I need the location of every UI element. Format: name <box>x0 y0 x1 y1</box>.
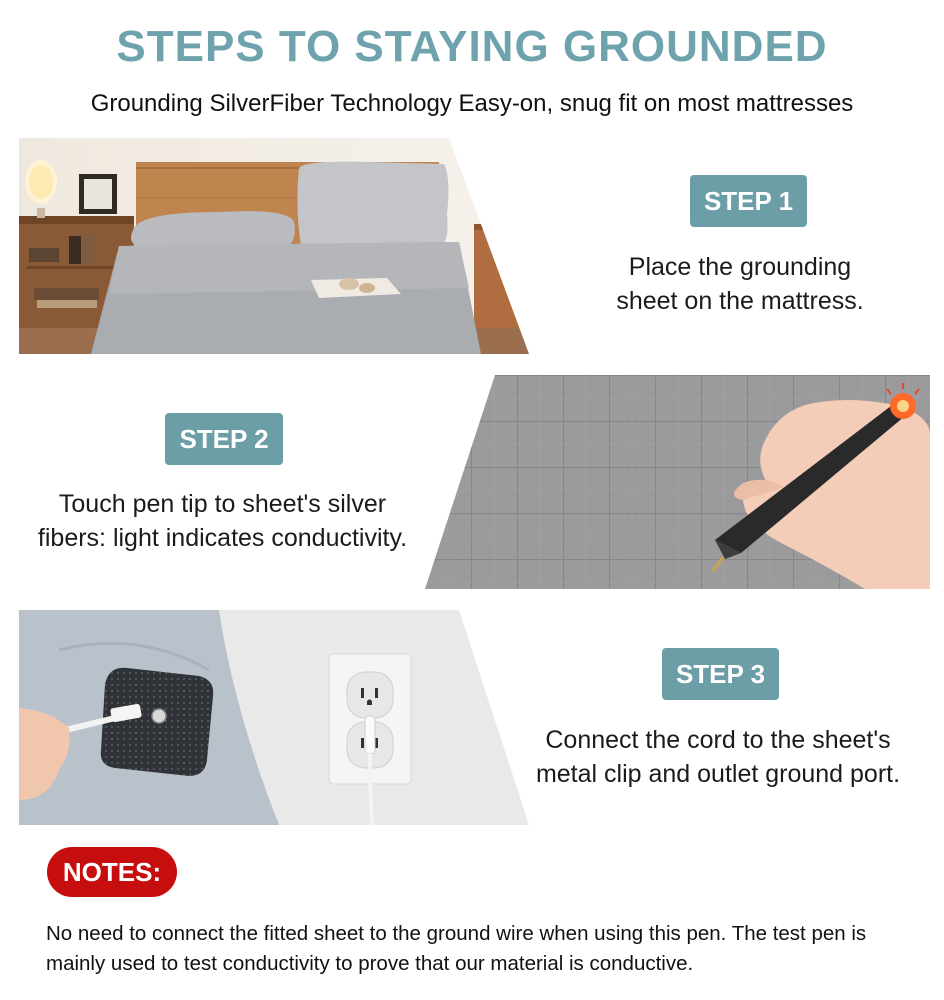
notes-text: No need to connect the fitted sheet to the ground wire when using this pen. The test pen is mainly used to test conductivity to prove that our material is conductive. <box>46 922 867 975</box>
page-subtitle: Grounding SilverFiber Technology Easy-on, snug fit on most mattresses <box>90 90 854 117</box>
notes-badge: NOTES: <box>47 847 177 897</box>
step-3-badge: STEP 3 <box>662 648 779 700</box>
outlet-connection-image <box>19 610 529 825</box>
step-1-description <box>560 250 920 318</box>
step-3-line-2: metal clip and outlet ground port. <box>535 760 901 788</box>
step-3-line-1: Connect the cord to the sheet's <box>545 726 891 754</box>
step-2-line-1: Touch pen tip to sheet's silver <box>58 490 387 518</box>
conductivity-pen-image <box>425 375 930 589</box>
step-3-description <box>500 723 936 791</box>
step-2-line-2: fibers: light indicates conductivity. <box>37 524 408 552</box>
step-1-line-1: Place the grounding <box>628 253 852 281</box>
step-1-badge: STEP 1 <box>690 175 807 227</box>
bedroom-image <box>19 138 529 354</box>
step-2-badge: STEP 2 <box>165 413 283 465</box>
page-title: STEPS TO STAYING GROUNDED <box>116 22 828 71</box>
step-1-line-2: sheet on the mattress. <box>616 287 864 315</box>
step-2-description <box>10 487 435 555</box>
